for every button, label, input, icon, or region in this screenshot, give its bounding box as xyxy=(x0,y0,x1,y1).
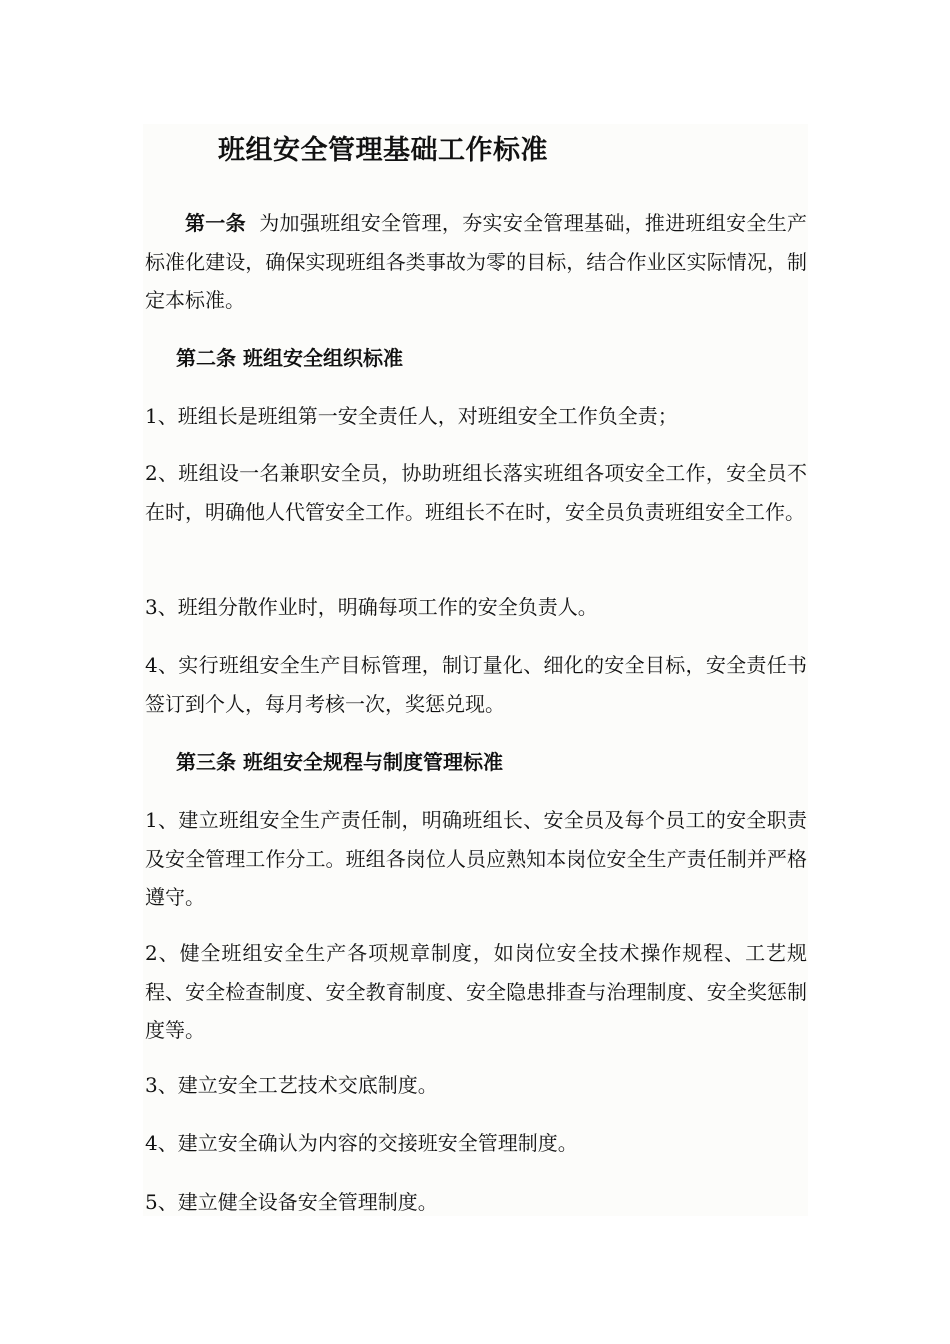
article-3-item-2: 2、健全班组安全生产各项规章制度，如岗位安全技术操作规程、工艺规程、安全检查制度、安全教育制度、安全隐患排查与治理制度、安全奖惩制度等。 xyxy=(145,941,807,1042)
article-3-item-5: 5、建立健全设备安全管理制度。 xyxy=(145,1190,438,1214)
article-3-item-1: 1、建立班组安全生产责任制，明确班组长、安全员及每个员工的安全职责及安全管理工作分工。班组各岗位人员应熟知本岗位安全生产责任制并严格遵守。 xyxy=(145,808,807,909)
article-2-item-2: 2、班组设一名兼职安全员，协助班组长落实班组各项安全工作，安全员不在时，明确他人代管安全工作。班组长不在时，安全员负责班组安全工作。 xyxy=(145,461,807,524)
article-2-item-4: 4、实行班组安全生产目标管理，制订量化、细化的安全目标，安全责任书签订到个人，每月考核一次，奖惩兑现。 xyxy=(145,653,807,716)
document-title: 班组安全管理基础工作标准 xyxy=(218,135,548,166)
article-1-label: 第一条 xyxy=(185,211,246,235)
article-3-heading: 第三条 班组安全规程与制度管理标准 xyxy=(176,750,503,774)
article-3-item-4: 4、建立安全确认为内容的交接班安全管理制度。 xyxy=(145,1131,578,1155)
article-2-item-1: 1、班组长是班组第一安全责任人，对班组安全工作负全责； xyxy=(145,404,678,428)
article-2-heading: 第二条 班组安全组织标准 xyxy=(176,346,403,370)
article-1-paragraph xyxy=(145,204,807,320)
article-3-item-3: 3、建立安全工艺技术交底制度。 xyxy=(145,1073,438,1097)
article-2-item-3: 3、班组分散作业时，明确每项工作的安全负责人。 xyxy=(145,595,598,619)
article-1-text: 为加强班组安全管理，夯实安全管理基础，推进班组安全生产标准化建设，确保实现班组各类事故为零的目标，结合作业区实际情况，制定本标准。 xyxy=(145,211,808,312)
